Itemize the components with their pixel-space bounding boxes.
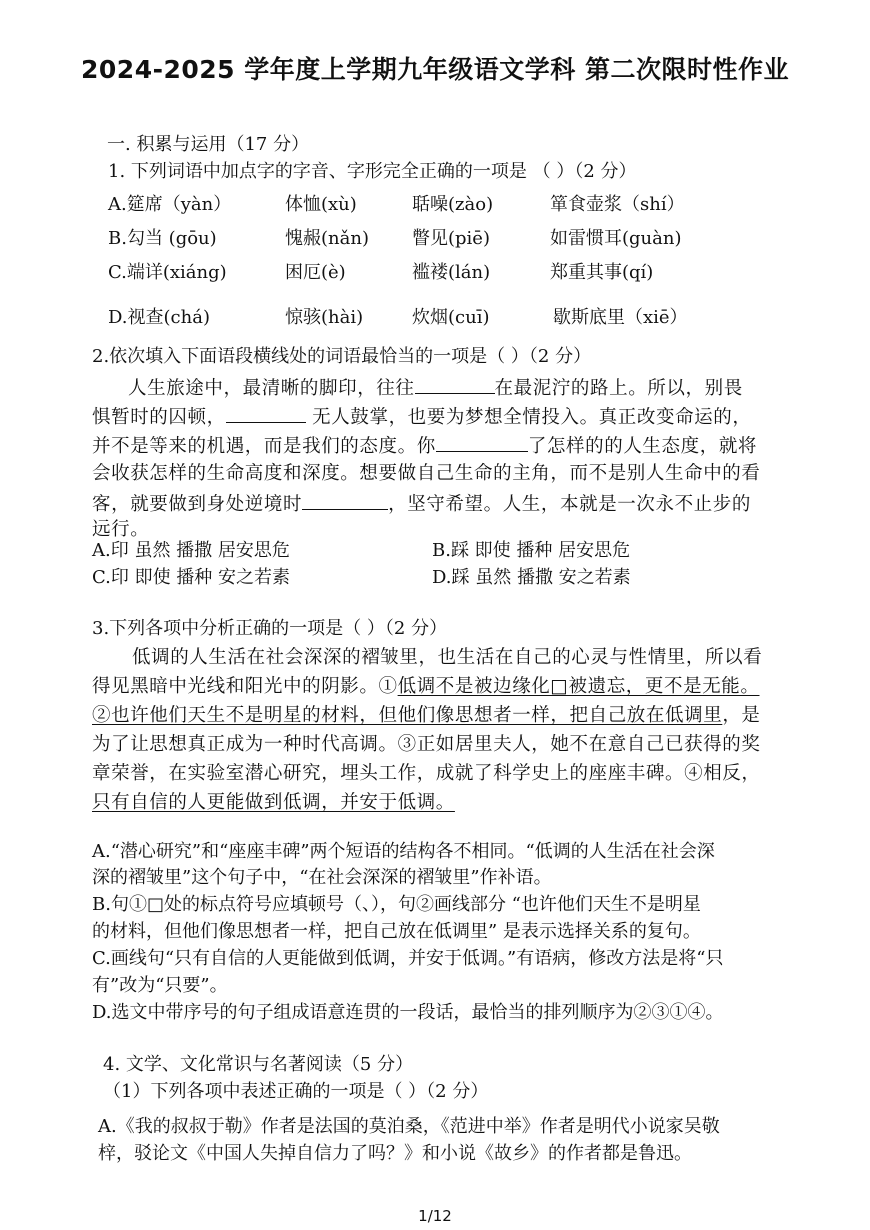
q3-passage-text: ，是 [722,705,761,726]
q3-passage-text: 得见黑暗中光线和阳光中的阴影。① [92,676,398,697]
q2-passage-line5 [92,491,751,517]
q4-option-a-line1: A.《我的叔叔于勒》作者是法国的莫泊桑，《范进中举》作者是明代小说家吴敬 [98,1116,720,1137]
q3-option-a-line1: A.“潜心研究”和“座座丰碑”两个短语的结构各不相同。“低调的人生活在社会深 [92,841,715,862]
q2-passage-text: 并不是等来的机遇，而是我们的态度。你 [92,436,436,457]
q3-option-a-line2: 深的褶皱里”这个句子中，“在社会深深的褶皱里”作补语。 [92,867,552,888]
section-heading: 一. 积累与运用（17 分） [107,134,310,155]
q2-passage-text: 了怎样的的人生态度，就将 [527,436,758,457]
q2-passage-text: 无人鼓掌，也要为梦想全情投入。真正改变命运的， [305,407,752,428]
q4-stem: 4. 文学、文化常识与名著阅读（5 分） [103,1054,414,1075]
q3-stem: 3.下列各项中分析正确的一项是（ ）（2 分） [92,618,448,639]
q2-passage-line3 [92,433,757,459]
q3-option-c-line2: 有”改为“只要”。 [92,975,228,996]
q2-passage-line1 [128,375,743,401]
q1-option-b-word3: 瞥见(piē) [412,228,490,249]
q1-option-b-word1: B.勾当 (gōu) [108,228,217,249]
q3-passage-line4: 为了让思想真正成为一种时代高调。③正如居里夫人，她不在意自己已获得的奖 [92,734,761,755]
q2-passage-text: 惧暂时的囚顿， [92,407,226,428]
q1-option-a-word3: 聒噪(zào) [412,194,494,215]
q3-passage-line2 [92,675,760,699]
page-title: 2024-2025 学年度上学期九年级语文学科 第二次限时性作业 [81,55,789,84]
q1-option-d-word2: 惊骇(hài) [285,307,364,328]
q1-option-d-word1: D.视查(chá) [108,307,210,328]
q3-option-b-line2: 的材料，但他们像思想者一样，把自己放在低调里” 是表示选择关系的复句。 [92,921,701,942]
q2-passage-text: 在最泥泞的路上。所以，别畏 [494,378,743,399]
q2-passage-line2 [92,404,752,430]
q3-option-d: D.选文中带序号的句子组成语意连贯的一段话，最恰当的排列顺序为②③①④。 [92,1002,724,1023]
q2-option-b: B.踩 即使 播种 居安思危 [432,540,631,561]
q3-option-c-line1: C.画线句“只有自信的人更能做到低调，并安于低调。”有语病，修改方法是将“只 [92,948,724,969]
q2-option-d: D.踩 虽然 播撒 安之若素 [432,567,631,588]
q3-passage-line5: 章荣誉，在实验室潜心研究，埋头工作，成就了科学史上的座座丰碑。④相反， [92,763,761,784]
q2-blank-1 [415,375,495,394]
q1-option-d-word3: 炊烟(cuī) [412,307,490,328]
q2-passage-text: 人生旅途中，最清晰的脚印，往往 [128,378,415,399]
q1-option-c-word4: 郑重其事(qí) [550,262,654,283]
q1-option-b-word2: 愧赧(nǎn) [285,228,369,249]
q1-option-a-word1: A.筵席（yàn） [108,194,232,215]
q1-option-a-word2: 体恤(xù) [285,194,357,215]
q1-option-a-word4: 箪食壶浆（shí） [550,194,685,215]
q3-underlined-sentence-1: 低调不是被边缘化□被遗忘，更不是无能。 [397,676,760,697]
q1-stem: 1. 下列词语中加点字的字音、字形完全正确的一项是 （ ）（2 分） [108,161,637,182]
q4-sub1-stem: （1）下列各项中表述正确的一项是（ ）（2 分） [103,1081,489,1102]
page-number: 1/12 [418,1207,452,1225]
q2-option-c: C.印 即使 播种 安之若素 [92,567,291,588]
q1-option-c-word1: C.端详(xiáng) [108,262,227,283]
q2-passage-line4: 会收获怎样的生命高度和深度。想要做自己生命的主角，而不是别人生命中的看 [92,463,761,484]
q2-passage-text: 客，就要做到身处逆境时 [92,494,303,515]
q3-underlined-sentence-2: ②也许他们天生不是明星的材料，但他们像思想者一样，把自己放在低调里 [92,705,723,726]
q2-option-a: A.印 虽然 播撒 居安思危 [92,540,290,561]
q2-blank-3 [436,433,528,452]
q2-passage-line6: 远行。 [92,519,150,540]
q3-passage-line3 [92,704,761,728]
q2-passage-text: ，坚守希望。人生，本就是一次永不止步的 [388,494,752,515]
q2-blank-4 [302,491,388,510]
q1-option-b-word4: 如雷惯耳(guàn) [550,228,682,249]
q3-underlined-sentence-4: 只有自信的人更能做到低调，并安于低调。 [92,792,455,813]
q1-option-c-word2: 困厄(è) [285,262,346,283]
q1-option-c-word3: 褴褛(lán) [412,262,491,283]
q2-stem: 2.依次填入下面语段横线处的词语最恰当的一项是（ ）（2 分） [92,346,592,367]
q2-blank-2 [226,404,306,423]
q3-option-b-line1: B.句①□处的标点符号应填顿号（、），句②画线部分 “也许他们天生不是明星 [92,894,701,915]
q1-option-d-word4: 歇斯底里（xiē） [553,307,688,328]
q3-passage-line1: 低调的人生活在社会深深的褶皱里，也生活在自己的心灵与性情里，所以看 [132,647,763,668]
q4-option-a-line2: 梓，驳论文《中国人失掉自信力了吗？》和小说《故乡》的作者都是鲁迅。 [98,1143,692,1164]
